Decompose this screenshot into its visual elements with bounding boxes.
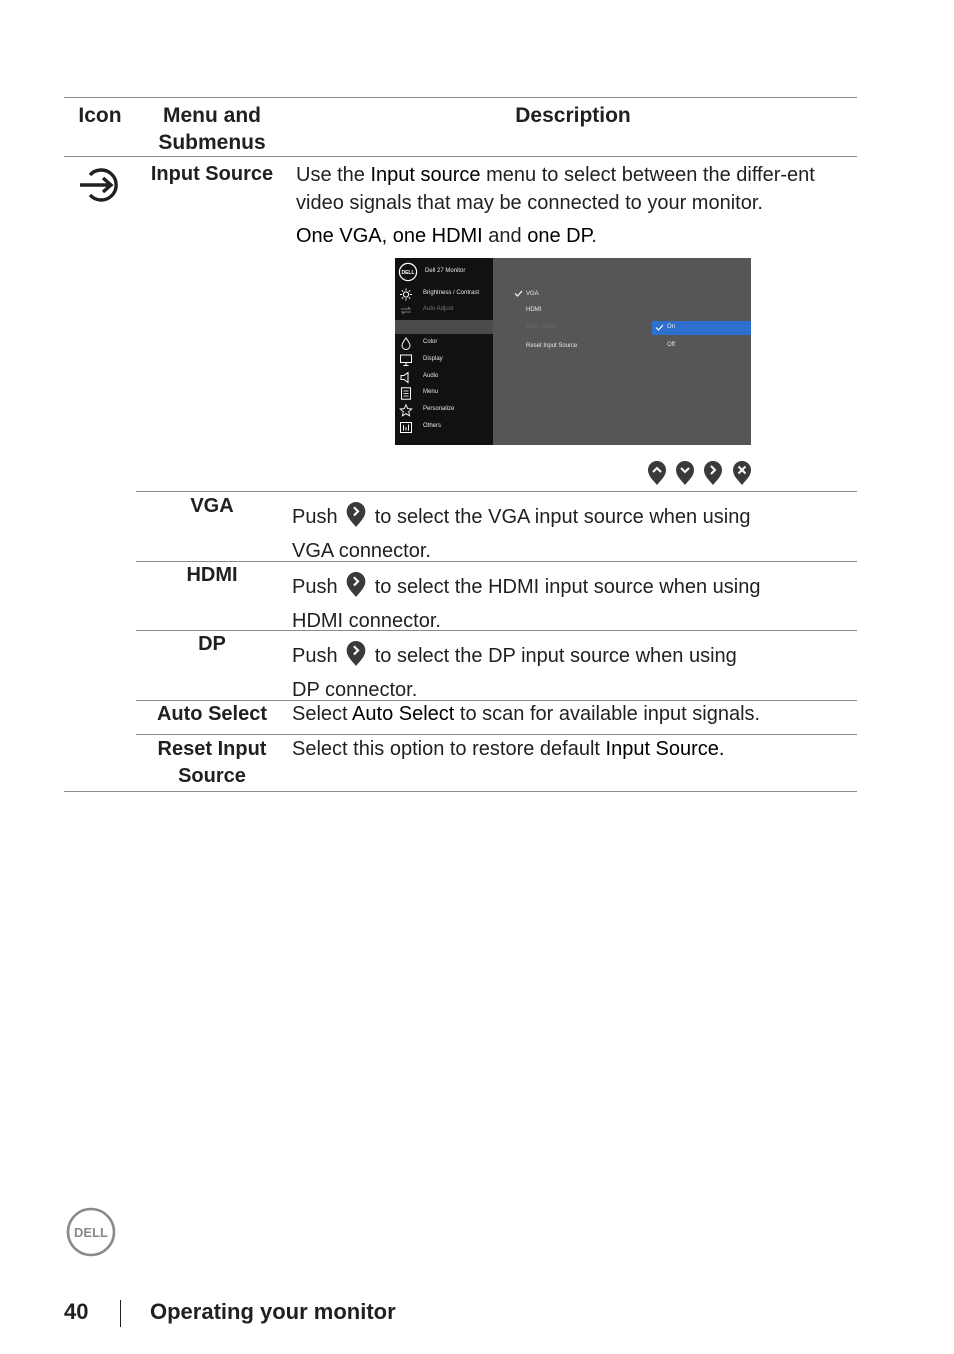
dell-logo-icon — [66, 1207, 116, 1257]
check-icon — [655, 324, 664, 331]
hdmi-description: Push to select the HDMI input source when using HDMI connector. — [292, 570, 852, 638]
color-icon — [399, 337, 413, 350]
dell-logo-icon — [398, 262, 418, 282]
page-number: 40 — [64, 1299, 89, 1324]
speaker-icon — [399, 371, 413, 384]
section-title: Operating your monitor — [150, 1299, 396, 1324]
osd-option-reset: Reset Input Source — [526, 343, 578, 349]
right-button-icon — [345, 571, 367, 598]
exit-button-icon — [732, 460, 752, 486]
osd-option-vga: VGA — [526, 291, 539, 297]
menu-auto-select: Auto Select — [156, 703, 268, 725]
menu-reset-input-source: Reset Input Source — [157, 738, 267, 787]
osd-item-others: Others — [395, 420, 493, 435]
dp-description: Push to select the DP input source when using DP connector. — [292, 639, 852, 707]
input-source-icon — [76, 165, 124, 205]
osd-item-color: Color — [395, 336, 493, 351]
osd-option-auto-select: Auto Select — [526, 324, 557, 330]
osd-sub-off: Off — [667, 342, 675, 348]
osd-menu-screenshot — [395, 258, 751, 445]
row-rule — [136, 734, 857, 735]
svg-text:DELL: DELL — [74, 1225, 108, 1240]
auto-adjust-icon — [399, 304, 413, 317]
osd-item-display: Display — [395, 353, 493, 368]
header-description: Description — [515, 104, 631, 127]
footer-divider — [120, 1300, 121, 1327]
osd-item-brightness: Brightness / Contrast — [395, 287, 493, 302]
vga-description: Push to select the VGA input source when using VGA connector. — [292, 500, 852, 568]
osd-item-auto-adjust: Auto Adjust — [395, 303, 493, 318]
check-icon — [514, 290, 523, 297]
osd-item-menu: Menu — [395, 386, 493, 401]
header-icon: Icon — [78, 104, 122, 127]
header-menu: Menu and Submenus — [158, 104, 266, 154]
display-icon — [399, 354, 413, 367]
osd-sub-on: On — [667, 324, 676, 330]
osd-item-input-source: Input Source — [423, 323, 458, 329]
down-button-icon — [675, 460, 695, 486]
table-top-rule — [64, 97, 857, 98]
input-source-supported: One VGA, one HDMI and one DP. — [296, 225, 597, 247]
osd-title: Dell 27 Monitor — [425, 268, 466, 274]
row-rule — [136, 491, 857, 492]
input-source-description: Use the Input source menu to select between the differ-ent video signals that may be connected to your monitor. — [296, 164, 815, 214]
svg-text:DELL: DELL — [401, 270, 415, 276]
sun-icon — [399, 288, 413, 301]
right-button-icon — [703, 460, 723, 486]
header-rule — [64, 156, 857, 157]
menu-dp: DP — [198, 633, 226, 655]
reset-description: Select this option to restore default Input Source. — [292, 738, 725, 760]
up-button-icon — [647, 460, 667, 486]
menu-vga: VGA — [190, 495, 234, 517]
right-button-icon — [345, 501, 367, 528]
osd-item-audio: Audio — [395, 370, 493, 385]
auto-select-description: Select Auto Select to scan for available input signals. — [292, 703, 761, 725]
star-icon — [399, 404, 413, 417]
menu-input-source: Input Source — [150, 163, 274, 185]
others-icon — [399, 421, 413, 434]
menu-hdmi: HDMI — [186, 564, 238, 586]
right-button-icon — [345, 640, 367, 667]
menu-icon — [399, 387, 413, 400]
table-bottom-rule — [64, 791, 857, 792]
osd-option-hdmi: HDMI — [526, 307, 542, 313]
osd-item-personalize: Personalize — [395, 403, 493, 418]
